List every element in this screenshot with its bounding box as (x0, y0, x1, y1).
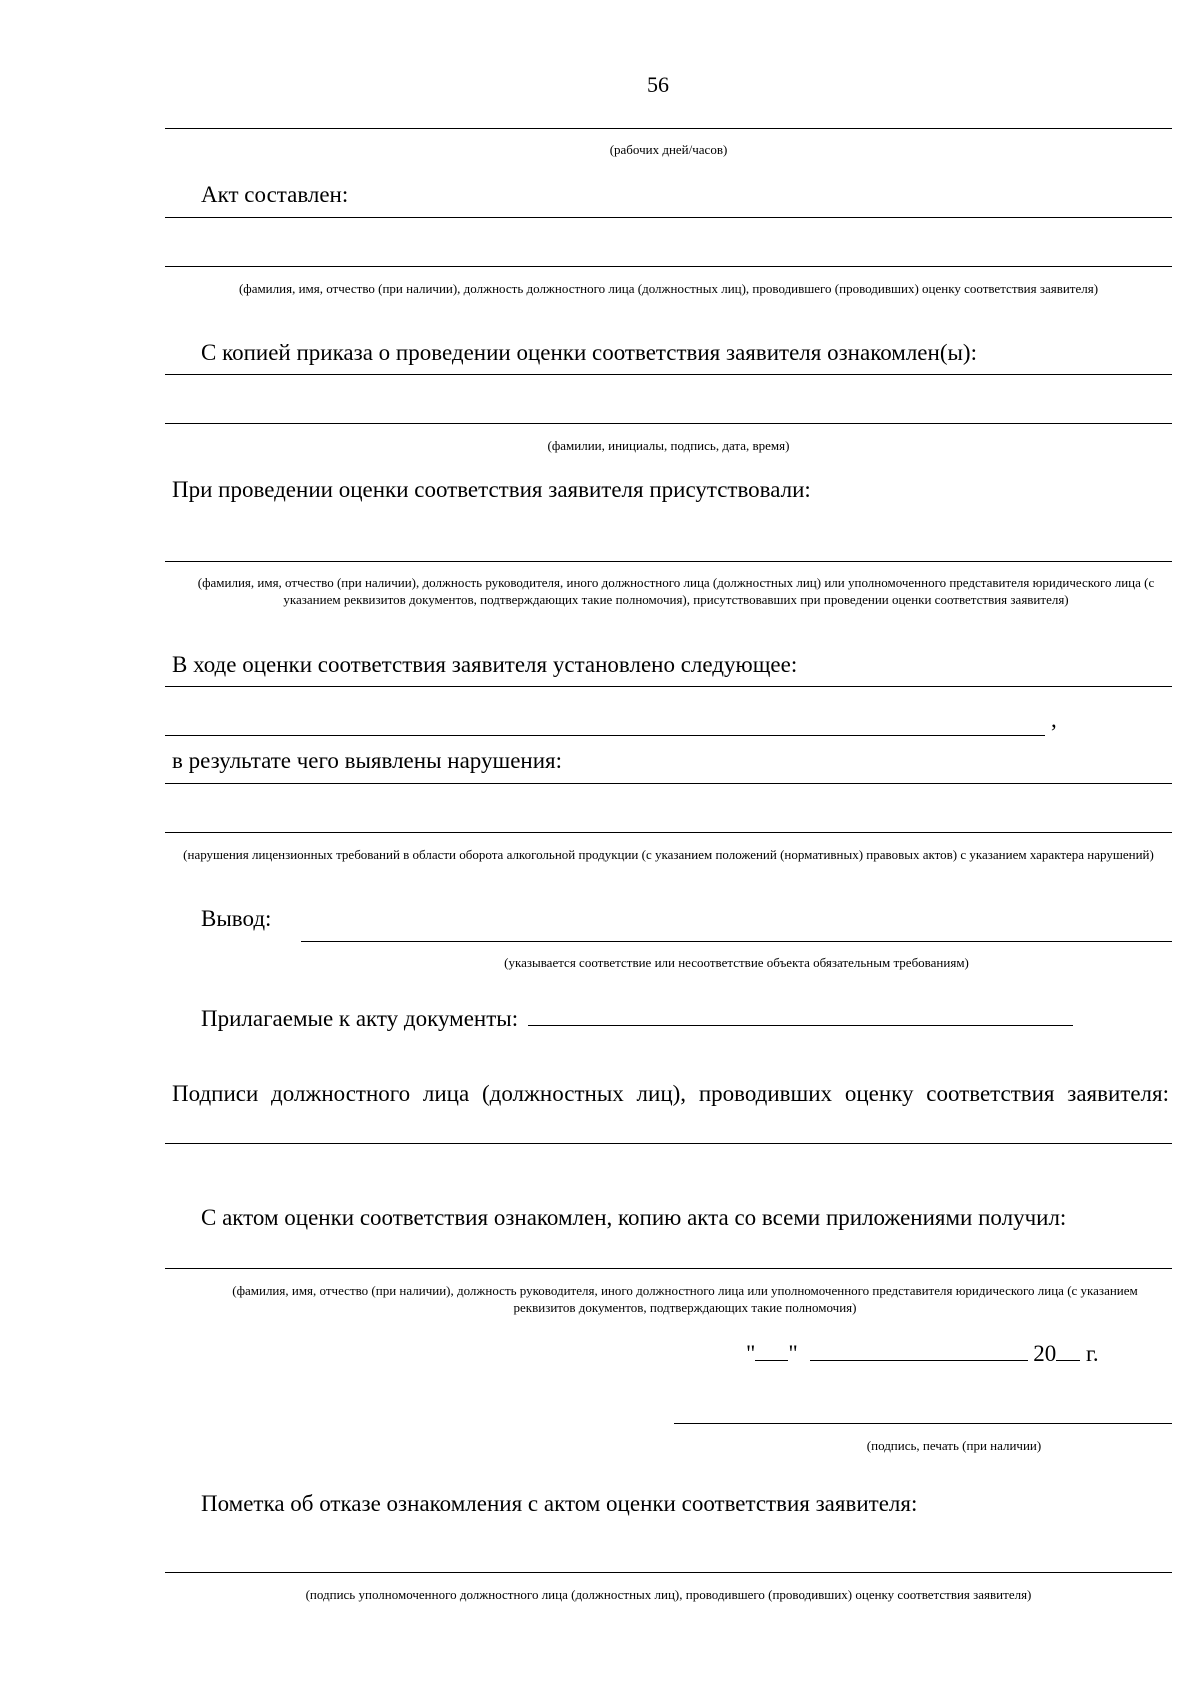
acknowledged-label: С актом оценки соответствия ознакомлен, копию акта со всеми приложениями получил: (201, 1205, 1067, 1230)
findings-line-2[interactable] (165, 735, 1045, 736)
note-violations: (нарушения лицензионных требований в области оборота алкогольной продукции (с указанием положений (нормативных) правовых актов) с указанием характера нарушений) (183, 847, 1154, 862)
date-month-line[interactable] (810, 1340, 1028, 1361)
signatures-line[interactable] (165, 1143, 1172, 1144)
findings-label: В ходе оценки соответствия заявителя установлено следующее: (172, 652, 798, 677)
date-year-prefix: 20 (1033, 1341, 1057, 1366)
conclusion-label: Вывод: (201, 906, 272, 931)
note-refusal: (подпись уполномоченного должностного лица (должностных лиц), проводившего (проводивших) оценку соответствия заявителя) (305, 1587, 1032, 1602)
note-signature-seal: (подпись, печать (при наличии) (866, 1438, 1042, 1453)
order-copy-line-1[interactable] (165, 374, 1172, 375)
present-label: При проведении оценки соответствия заявителя присутствовали: (172, 477, 811, 502)
act-compiled-label: Акт составлен: (201, 182, 349, 207)
present-line[interactable] (165, 561, 1172, 562)
signatures-label: Подписи должностного лица (должностных лиц), проводивших оценку соответствия заявителя: (172, 1081, 1169, 1106)
acknowledged-line[interactable] (165, 1268, 1172, 1269)
page-number: 56 (647, 72, 669, 97)
date-year-line[interactable] (1056, 1340, 1080, 1361)
act-compiled-line-1[interactable] (165, 217, 1172, 218)
work-days-line[interactable] (165, 128, 1172, 129)
date-day-line[interactable] (755, 1340, 788, 1361)
date-open-quote: " (746, 1341, 756, 1366)
order-copy-label: С копией приказа о проведении оценки соответствия заявителя ознакомлен(ы): (201, 340, 977, 365)
note-names-signature: (фамилии, инициалы, подпись, дата, время) (547, 438, 790, 453)
attached-docs-line[interactable] (528, 1005, 1073, 1026)
note-acknowledged: (фамилия, имя, отчество (при наличии), должность руководителя, иного должностного лица или уполномоченного представителя юридического лица (с указанием реквизитов документов, подтверждающих такие полномочия) (232, 1283, 1138, 1315)
refusal-label: Пометка об отказе ознакомления с актом оценки соответствия заявителя: (201, 1491, 918, 1516)
findings-line-1[interactable] (165, 686, 1172, 687)
date-close-quote: " (788, 1341, 798, 1366)
order-copy-line-2[interactable] (165, 423, 1172, 424)
violations-label: в результате чего выявлены нарушения: (172, 748, 562, 773)
attached-docs-label: Прилагаемые к акту документы: (201, 1006, 519, 1031)
attached-docs-row (201, 1005, 1073, 1033)
note-conclusion: (указывается соответствие или несоответствие объекта обязательным требованиям) (504, 955, 969, 970)
conclusion-line[interactable] (301, 941, 1172, 942)
note-inspector: (фамилия, имя, отчество (при наличии), должность должностного лица (должностных лиц), проводившего (проводивших) оценку соответствия заявителя) (238, 281, 1099, 296)
violations-line-2[interactable] (165, 832, 1172, 833)
act-compiled-line-2[interactable] (165, 266, 1172, 267)
note-present: (фамилия, имя, отчество (при наличии), должность руководителя, иного должностного лица (должностных лиц) или уполномоченного представителя юридического лица (с указанием реквизитов документов, подтверждающих такие полномочия), присутствовавших при проведении оценки соответствия заявителя) (197, 575, 1155, 607)
refusal-line[interactable] (165, 1572, 1172, 1573)
date-year-suffix: г. (1086, 1341, 1099, 1366)
findings-comma: , (1051, 707, 1057, 732)
note-work-days: (рабочих дней/часов) (609, 142, 728, 157)
date-row (746, 1340, 1099, 1368)
signature-seal-line[interactable] (674, 1423, 1172, 1424)
violations-line-1[interactable] (165, 783, 1172, 784)
